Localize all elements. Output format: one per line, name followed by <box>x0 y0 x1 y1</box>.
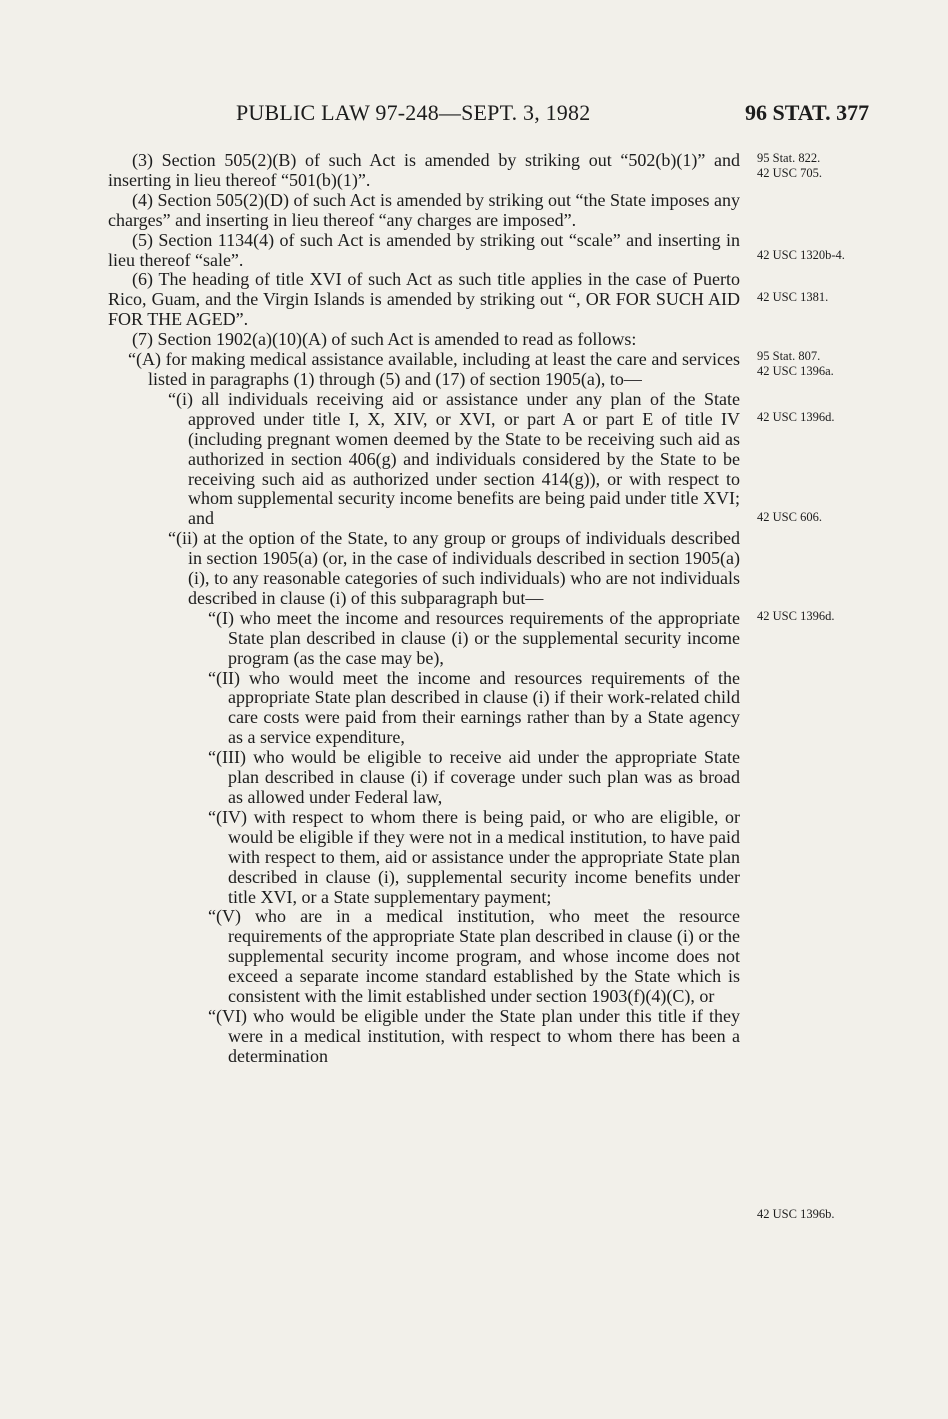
margin-note: 42 USC 1396d. <box>757 609 835 623</box>
margin-note: 42 USC 705. <box>757 166 822 180</box>
subclause-VI: “(VI) who would be eligible under the State plan under this title if they were in a medical institution, with respect to whom there has been a determination <box>208 1005 740 1066</box>
body-text <box>108 151 740 1067</box>
subclause-IV: “(IV) with respect to whom there is being paid, or who are eligible, or would be eligible if they were not in a medical institution, to have paid with respect to them, aid or assistance under the appropriate State plan described in clause (i), supplemental security income benefits under title XVI, or a State supplementary payment; <box>208 806 740 907</box>
margin-note: 42 USC 1320b-4. <box>757 248 845 262</box>
running-header-title: PUBLIC LAW 97-248—SEPT. 3, 1982 <box>236 100 591 125</box>
margin-note: 42 USC 1396d. <box>757 410 835 424</box>
subclause-II: “(II) who would meet the income and resources requirements of the appropriate State plan described in clause (i) if their work-related child care costs were paid from their earnings rather than by a State agency as a service expenditure, <box>208 667 740 748</box>
paragraph-4: (4) Section 505(2)(D) of such Act is amended by striking out “the State imposes any charges” and inserting in lieu thereof “any charges are imposed”. <box>108 189 740 230</box>
clause-ii: “(ii) at the option of the State, to any group or groups of individuals described in section 1905(a) (or, in the case of individuals described in section 1905(a)(i), to any reasonable categories of such individuals) who are not individuals described in clause (i) of this subparagraph but— <box>168 528 740 608</box>
subclause-V: “(V) who are in a medical institution, who meet the resource requirements of the appropriate State plan described in clause (i) or the supplemental security income program, and whose income does not exceed a separate income standard established by the State which is consistent with the limit established under section 1903(f)(4)(C), or <box>208 906 740 1007</box>
subparagraph-a: “(A) for making medical assistance available, including at least the care and services listed in paragraphs (1) through (5) and (17) of section 1905(a), to— <box>128 349 740 389</box>
margin-note: 42 USC 606. <box>757 510 822 524</box>
margin-note: 42 USC 1396a. <box>757 364 834 378</box>
paragraph-6: (6) The heading of title XVI of such Act as such title applies in the case of Puerto Rico, Guam, and the Virgin Islands is amended by striking out “, OR FOR SUCH AID FOR THE AGED”. <box>108 269 740 330</box>
paragraph-3: (3) Section 505(2)(B) of such Act is amended by striking out “502(b)(1)” and inserting in lieu thereof “501(b)(1)”. <box>108 150 740 190</box>
margin-note: 95 Stat. 822. <box>757 151 821 165</box>
paragraph-5: (5) Section 1134(4) of such Act is amended by striking out “scale” and inserting in lieu thereof “sale”. <box>108 229 740 270</box>
paragraph-7: (7) Section 1902(a)(10)(A) of such Act is amended to read as follows: <box>132 329 637 350</box>
clause-i: “(i) all individuals receiving aid or assistance under any plan of the State approved under title I, X, XIV, or XVI, or part A or part E of title IV (including pregnant women deemed by the State to be receiving such aid as authorized in section 406(g) and individuals considered by the State to be receiving such aid as authorized under section 414(g)), or with respect to whom supplemental security income benefits are being paid under title XVI; and <box>168 388 740 529</box>
page-number-stat: 96 STAT. 377 <box>745 100 870 125</box>
margin-note: 42 USC 1381. <box>757 290 829 304</box>
margin-note: 42 USC 1396b. <box>757 1207 835 1221</box>
subclause-I: “(I) who meet the income and resources requirements of the appropriate State plan described in clause (i) or the supplemental security income program (as the case may be), <box>208 607 740 668</box>
subclause-III: “(III) who would be eligible to receive aid under the appropriate State plan described in clause (i) if coverage under such plan was as broad as allowed under Federal law, <box>208 747 740 807</box>
margin-note: 95 Stat. 807. <box>757 349 821 363</box>
